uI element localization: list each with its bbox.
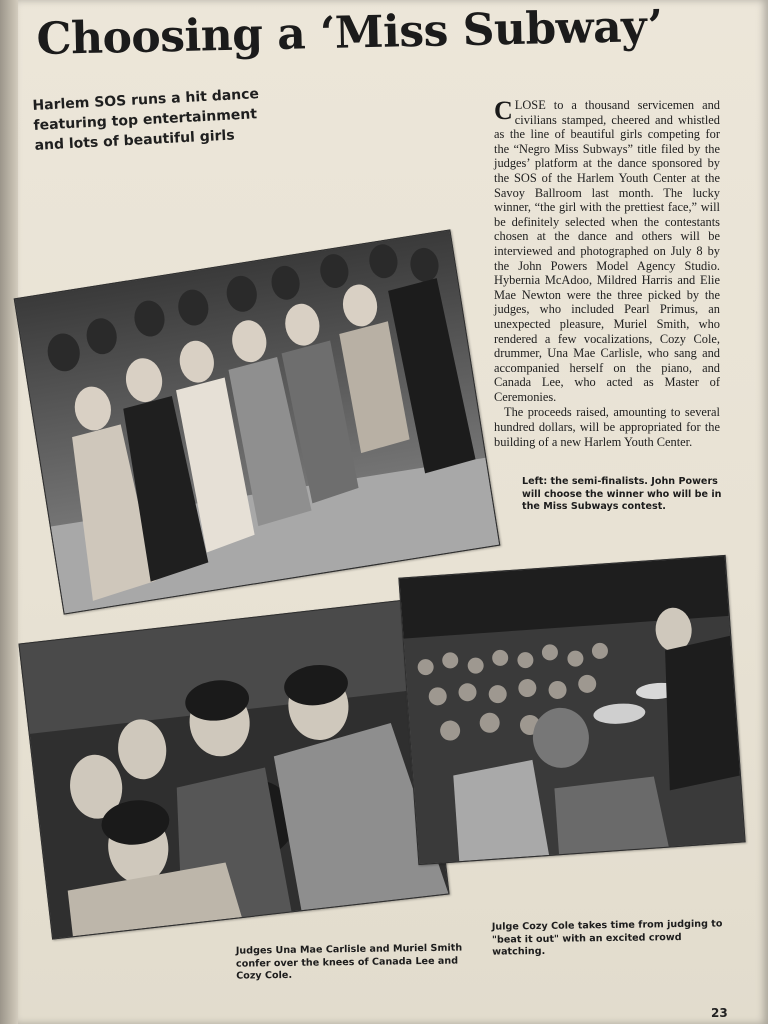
drop-cap: C [494, 96, 513, 125]
photo-judges-confer [18, 598, 449, 939]
article-paragraph [494, 98, 720, 404]
caption-judges: Judges Una Mae Carlisle and Muriel Smith confer over the knees of Canada Lee and Cozy Cole. [235, 942, 463, 982]
caption-semifinalists: Left: the semi-finalists. John Powers will choose the winner who will be in the Miss Subways contest. [522, 476, 722, 512]
subheadline [32, 84, 260, 155]
caption-drummer: Julge Cozy Cole takes time from judging to "beat it out" with an excited crowd watching. [491, 918, 723, 958]
photo-semifinalists [14, 229, 501, 614]
paragraph-text: LOSE to a thousand servicemen and civilians stamped, cheered and whistled as the line of beautiful girls competing for the “Negro Miss Subways” title filed by the judges’ platform at the dance sponsored by the SOS of the Harlem Youth Center at the Savoy Ballroom last month. The lucky winner, “the girl with the prettiest face,” will be definitely selected when the contestants chosen at the dance and others will be interviewed and photographed on July 8 by the John Powers Model Agency Studio. Hybernia McAdoo, Mildred Harris and Elie Mae Newton were the three picked by the judges, who included Pearl Primus, an unexpected pleasure, Muriel Smith, who rendered a few vocalizations, Cozy Cole, drummer, Una Mae Carlisle, who sang and accompanied herself on the piano, and Canada Lee, who acted as Master of Ceremonies. [494, 98, 720, 404]
subhead-line: and lots of beautiful girls [34, 127, 235, 154]
headline: Choosing a ‘Miss Subway’ [36, 0, 664, 65]
subhead-line: featuring top entertainment [33, 106, 258, 134]
article-paragraph: The proceeds raised, amounting to several hundred dollars, will be appropriated for the building of a new Harlem Youth Center. [494, 405, 720, 449]
subhead-line: Harlem SOS runs a hit dance [32, 86, 260, 114]
article-body [494, 98, 720, 450]
photo-drummer-crowd [398, 555, 745, 865]
page-number: 23 [711, 1006, 728, 1020]
